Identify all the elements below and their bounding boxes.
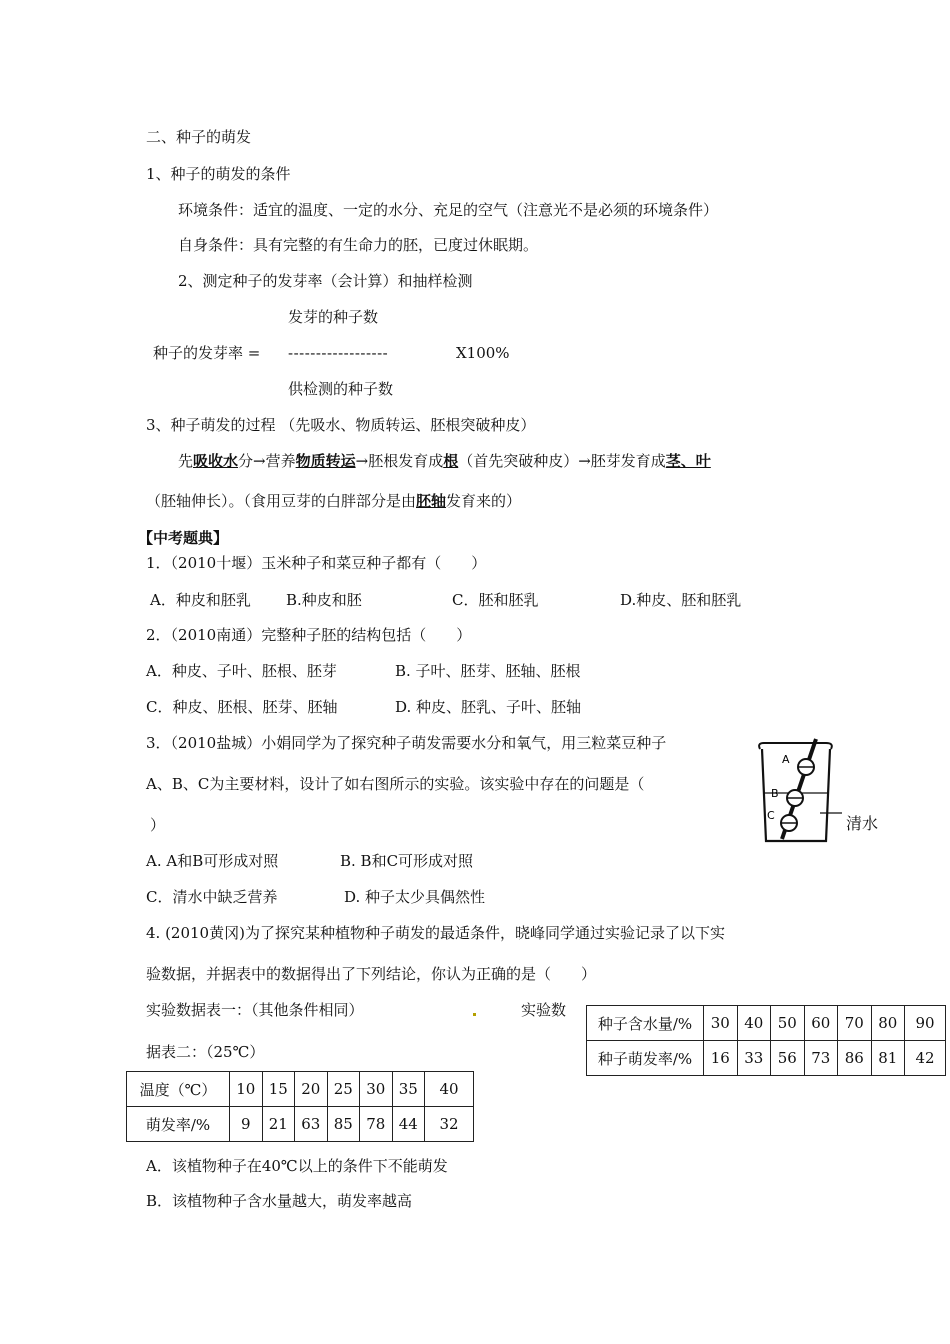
keyword-absorb-water: 吸收水 [193,452,239,470]
table-cell: 70 [838,1006,872,1041]
q3-option-d: D. 种子太少具偶然性 [344,888,486,906]
q2-option-b: B. 子叶、胚芽、胚轴、胚根 [395,662,581,680]
table-cell: 50 [771,1006,805,1041]
table-cell: 73 [804,1041,838,1076]
q3-stem-3: ） [150,816,166,834]
s3-title: 3、种子萌发的过程 （先吸水、物质转运、胚根突破种皮） [146,416,536,434]
table-cell: 86 [838,1041,872,1076]
seed-c-label: C [767,809,775,822]
table-cell: 60 [804,1006,838,1041]
seed-b-icon [787,790,803,806]
q4-option-b: B．该植物种子含水量越大，萌发率越高 [146,1192,413,1210]
table-cell: 90 [905,1006,946,1041]
seed-c-icon [781,815,797,831]
seed-a-label: A [782,753,790,766]
exam-header: 【中考题典】 [138,529,229,547]
s3-text-1: 先 [178,452,194,470]
table-row [587,1041,946,1076]
q1-stem: 1．（2010十堰）玉米种子和菜豆种子都有（ ） [146,554,487,572]
table-cell: 78 [360,1107,393,1142]
q1-option-b: B.种皮和胚 [286,591,362,609]
q3-option-a: A. A和B可形成对照 [146,852,279,870]
table-cell: 9 [230,1107,263,1142]
s3-process-line [178,451,711,471]
table-cell: 35 [392,1072,425,1107]
table-cell: 30 [360,1072,393,1107]
s3-text-3: →胚根发育成 [355,452,444,470]
keyword-root: 根 [443,452,459,470]
table-row [587,1006,946,1041]
q4-option-a: A．该植物种子在40℃以上的条件下不能萌发 [146,1157,448,1175]
table-cell: 32 [425,1107,474,1142]
formula-fraction-bar: ------------------ [288,344,389,362]
seed-b-label: B [771,787,779,800]
q1-option-d: D.种皮、胚和胚乳 [620,591,742,609]
stray-dot [473,1013,476,1016]
keyword-transport: 物质转运 [295,452,356,470]
q3-stem-1: 3．（2010盐城）小娟同学为了探究种子萌发需要水分和氧气，用三粒菜豆种子 [146,734,667,752]
q3-option-b: B. B和C可形成对照 [340,852,474,870]
table-cell: 温度（℃） [127,1072,230,1107]
table2-caption-a: 实验数 [521,1001,567,1019]
s3-note-b: 发育来的） [446,492,522,510]
q2-option-a: A．种皮、子叶、胚根、胚芽 [146,662,337,680]
q3-option-c: C．清水中缺乏营养 [146,888,278,906]
table-cell: 81 [871,1041,905,1076]
formula-multiplier: X100% [456,344,510,362]
q1-option-a: A．种皮和胚乳 [150,591,251,609]
table-cell: 40 [737,1006,771,1041]
s1-self: 自身条件：具有完整的有生命力的胚，已度过休眠期。 [178,236,539,254]
formula-numerator: 发芽的种子数 [288,308,379,326]
s3-note-a: （胚轴伸长）。（食用豆芽的白胖部分是由 [146,492,417,510]
water-content-table [586,1005,946,1076]
formula-denominator: 供检测的种子数 [288,380,394,398]
q2-option-d: D. 种皮、胚乳、子叶、胚轴 [395,698,582,716]
s3-text-4: （首先突破种皮）→胚芽发育成 [458,452,666,470]
beaker-figure [752,735,842,847]
keyword-hypocotyl: 胚轴 [416,492,447,510]
q2-option-c: C．种皮、胚根、胚芽、胚轴 [146,698,338,716]
table2-caption-b: 据表二：（25℃） [146,1043,265,1061]
table-cell: 56 [771,1041,805,1076]
table-cell: 30 [704,1006,738,1041]
table-cell: 种子萌发率/% [587,1041,704,1076]
table-cell: 20 [295,1072,328,1107]
table-cell: 种子含水量/% [587,1006,704,1041]
q1-option-c: C．胚和胚乳 [452,591,539,609]
q2-stem: 2．（2010南通）完整种子胚的结构包括（ ） [146,626,472,644]
water-label: 清水 [846,814,879,833]
s2-title: 2、测定种子的发芽率（会计算）和抽样检测 [178,272,473,290]
table-cell: 萌发率/% [127,1107,230,1142]
table-cell: 85 [327,1107,360,1142]
s3-text-2: 分→营养 [238,452,296,470]
table-cell: 80 [871,1006,905,1041]
table-cell: 42 [905,1041,946,1076]
table-cell: 40 [425,1072,474,1107]
temperature-table [126,1071,474,1142]
s1-title: 1、种子的萌发的条件 [146,165,291,183]
s3-note-line [146,491,521,511]
table-cell: 10 [230,1072,263,1107]
section-title: 二、种子的萌发 [146,128,252,146]
seed-a-icon [798,759,814,775]
q3-stem-2: A、B、C为主要材料，设计了如右图所示的实验。该实验中存在的问题是（ [146,775,645,793]
q4-stem-1: 4. (2010黄冈)为了探究某种植物种子萌发的最适条件，晓峰同学通过实验记录了以下实 [146,924,725,942]
table-cell: 21 [262,1107,295,1142]
keyword-stem-leaf: 茎、叶 [665,452,711,470]
q4-stem-2: 验数据，并据表中的数据得出了下列结论，你认为正确的是（ ） [146,965,597,983]
table-row [127,1072,474,1107]
s1-environment: 环境条件：适宜的温度、一定的水分、充足的空气（注意光不是必须的环境条件） [178,201,719,219]
table-cell: 63 [295,1107,328,1142]
table-cell: 15 [262,1072,295,1107]
table-cell: 44 [392,1107,425,1142]
table-cell: 16 [704,1041,738,1076]
table-cell: 33 [737,1041,771,1076]
table-row [127,1107,474,1142]
table1-caption: 实验数据表一：（其他条件相同） [146,1001,364,1019]
table-cell: 25 [327,1072,360,1107]
formula-lhs: 种子的发芽率 = [153,344,261,362]
